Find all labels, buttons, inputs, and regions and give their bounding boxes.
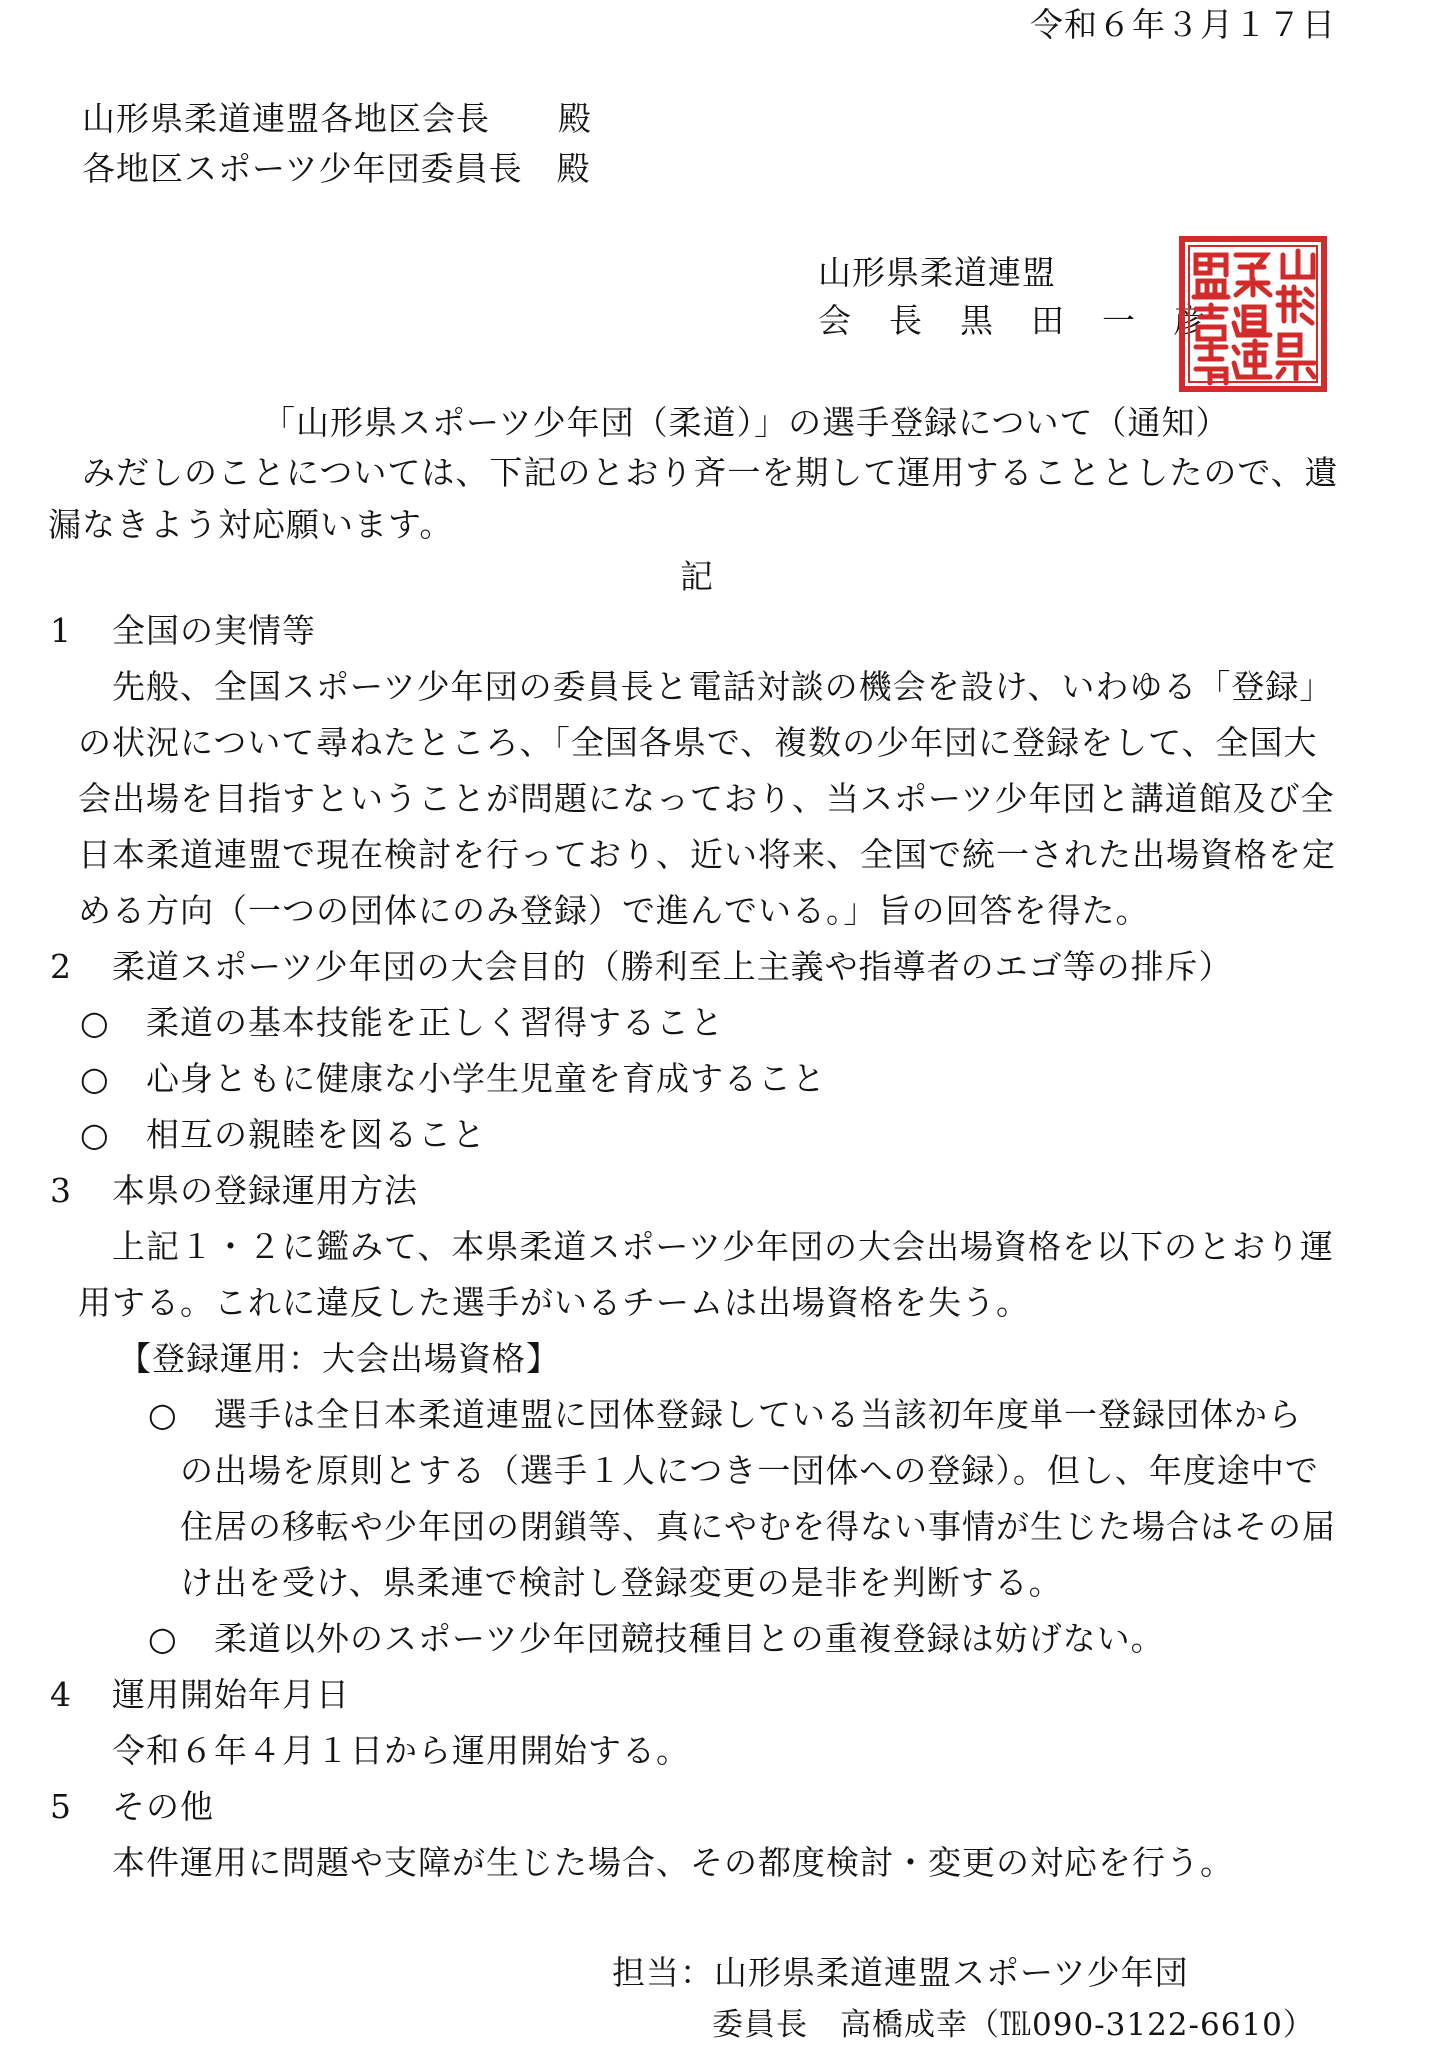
section-5-heading: その他: [112, 1787, 214, 1826]
section-2-bullet-1: 柔道の基本技能を正しく習得すること: [146, 1003, 724, 1042]
section-4-body-1: 令和６年４月１日から運用開始する。: [112, 1731, 690, 1770]
section-3-rule-1-line-1: 選手は全日本柔道連盟に団体登録している当該初年度単一登録団体から: [214, 1395, 1302, 1434]
section-5-number: 5: [50, 1787, 71, 1826]
sender-name: 会長黒田一彦: [818, 301, 1244, 340]
document-title: 「山形県スポーツ少年団（柔道）」の選手登録について（通知）: [262, 403, 1230, 442]
sender-organization: 山形県柔道連盟: [818, 253, 1056, 292]
section-2-bullet-2: 心身ともに健康な小学生児童を育成すること: [146, 1059, 826, 1098]
intro-line-1: みだしのことについては、下記のとおり斉一を期して運用することとしたので、遺: [82, 453, 1339, 492]
section-3-subheading: 【登録運用：大会出場資格】: [118, 1339, 560, 1378]
section-1-number: 1: [50, 611, 71, 650]
section-2-bullet-3: 相互の親睦を図ること: [146, 1115, 486, 1154]
section-1-body-5: める方向（一つの団体にのみ登録）で進んでいる。」旨の回答を得た。: [78, 891, 1150, 930]
section-3-number: 3: [50, 1171, 71, 1210]
section-3-rule-2-mark: ○: [148, 1619, 177, 1658]
section-3-rule-1-line-2: の出場を原則とする（選手１人につき一団体への登録）。但し、年度途中で: [180, 1451, 1319, 1490]
section-2-bullet-2-mark: ○: [80, 1059, 109, 1098]
contact-line-1: 担当：山形県柔道連盟スポーツ少年団: [612, 1953, 1189, 1992]
section-5-body-1: 本件運用に問題や支障が生じた場合、その都度検討・変更の対応を行う。: [112, 1843, 1234, 1882]
section-2-heading: 柔道スポーツ少年団の大会目的（勝利至上主義や指導者のエゴ等の排斥）: [112, 947, 1233, 986]
recipient-line-1: 山形県柔道連盟各地区会長 殿: [82, 99, 592, 138]
section-4-number: 4: [50, 1675, 71, 1714]
section-3-heading: 本県の登録運用方法: [112, 1171, 418, 1210]
section-2-number: 2: [50, 947, 71, 986]
section-3-rule-1-line-3: 住居の移転や少年団の閉鎖等、真にやむを得ない事情が生じた場合はその届: [180, 1507, 1336, 1546]
section-1-body-1: 先般、全国スポーツ少年団の委員長と電話対談の機会を設け、いわゆる「登録」: [112, 667, 1334, 706]
section-3-body-1: 上記１・２に鑑みて、本県柔道スポーツ少年団の大会出場資格を以下のとおり運: [112, 1227, 1335, 1266]
section-1-body-2: の状況について尋ねたところ、「全国各県で、複数の少年団に登録をして、全国大: [78, 723, 1318, 762]
section-2-bullet-1-mark: ○: [80, 1003, 109, 1042]
intro-line-2: 漏なきよう対応願います。: [48, 505, 454, 544]
contact-line-2: 委員長 高橋成幸（℡090-3122-6610）: [712, 2007, 1315, 2043]
ki-heading: 記: [680, 557, 714, 596]
section-3-rule-2-line-1: 柔道以外のスポーツ少年団競技種目との重複登録は妨げない。: [214, 1619, 1165, 1658]
section-3-body-2: 用する。これに違反した選手がいるチームは出場資格を失う。: [78, 1283, 1030, 1322]
section-1-heading: 全国の実情等: [112, 611, 316, 650]
document-date: 令和６年３月１７日: [1030, 5, 1336, 44]
official-seal-icon: [1178, 235, 1328, 393]
section-1-body-3: 会出場を目指すということが問題になっており、当スポーツ少年団と講道館及び全: [78, 779, 1335, 818]
recipient-line-2: 各地区スポーツ少年団委員長 殿: [82, 149, 591, 188]
section-2-bullet-3-mark: ○: [80, 1115, 109, 1154]
section-1-body-4: 日本柔道連盟で現在検討を行っており、近い将来、全国で統一された出場資格を定: [78, 835, 1336, 874]
section-3-rule-1-mark: ○: [148, 1395, 177, 1434]
section-3-rule-1-line-4: け出を受け、県柔連で検討し登録変更の是非を判断する。: [180, 1563, 1063, 1602]
section-4-heading: 運用開始年月日: [112, 1675, 350, 1714]
